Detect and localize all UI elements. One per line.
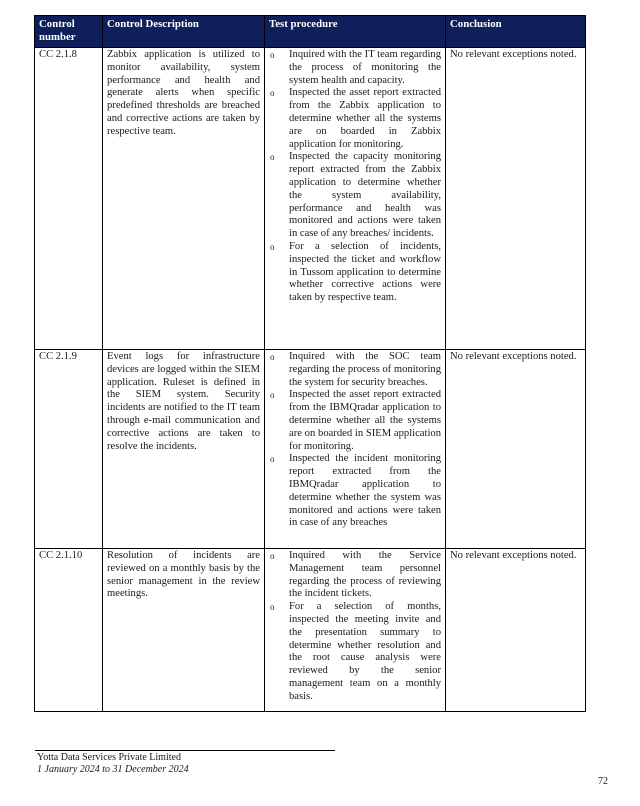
control-description-cell: Resolution of incidents are reviewed on a monthly basis by the senior management in the review meetings. <box>103 549 265 712</box>
table-row <box>35 350 586 549</box>
conclusion-cell: No relevant exceptions noted. <box>446 350 586 549</box>
page-number: 72 <box>598 776 608 787</box>
procedure-item: o Inquired with the SOC team regarding the process of monitoring the system for security breaches. <box>270 351 441 388</box>
table-header-row <box>35 16 586 48</box>
header-control-number: Control number <box>35 16 103 48</box>
footer-company-name: Yotta Data Services Private Limited <box>37 752 181 763</box>
procedure-item: o Inquired with the IT team regarding the process of monitoring the system health and capacity. <box>270 49 441 86</box>
header-test-procedure: Test procedure <box>265 16 446 48</box>
conclusion-cell: No relevant exceptions noted. <box>446 549 586 712</box>
hollow-bullet-icon: o <box>270 50 275 60</box>
footer-divider <box>35 750 335 751</box>
table-row <box>35 549 586 712</box>
control-description-cell: Event logs for infrastructure devices are logged within the SIEM application. Ruleset is defined in the SIEM system. Security incidents are notified to the IT team through e-mail communication and corrective actions are taken to resolve the incidents. <box>103 350 265 549</box>
hollow-bullet-icon: o <box>270 390 275 401</box>
hollow-bullet-icon: o <box>270 352 275 362</box>
hollow-bullet-icon: o <box>270 241 275 252</box>
hollow-bullet-icon: o <box>270 454 275 465</box>
hollow-bullet-icon: o <box>270 602 275 613</box>
procedure-item: o Inspected the incident monitoring report extracted from the IBMQradar application to determine whether the system was monitored and actions were taken in case of any breaches <box>270 453 441 529</box>
header-control-description: Control Description <box>103 16 265 48</box>
hollow-bullet-icon: o <box>270 152 275 163</box>
procedure-item: o For a selection of incidents, inspected the ticket and workflow in Tussom application to determine whether corrective actions were taken by respective team. <box>270 240 441 304</box>
procedure-list <box>269 49 441 305</box>
test-procedure-cell <box>265 48 446 350</box>
procedure-list <box>269 351 441 530</box>
control-description-cell: Zabbix application is utilized to monitor availability, system performance and health and generate alerts when specific predefined thresholds are breached and corrective actions are taken by respective team. <box>103 48 265 350</box>
test-procedure-cell <box>265 549 446 712</box>
procedure-item: o Inspected the asset report extracted from the Zabbix application to determine whether all the systems are on boarded in Zabbix application for monitoring. <box>270 87 441 150</box>
hollow-bullet-icon: o <box>270 88 275 99</box>
procedure-item: o Inspected the asset report extracted from the IBMQradar application to determine whether all the systems are on boarded in SIEM application for monitoring. <box>270 389 441 452</box>
controls-table <box>34 15 586 712</box>
conclusion-cell: No relevant exceptions noted. <box>446 48 586 350</box>
test-procedure-cell <box>265 350 446 549</box>
procedure-item: o Inspected the capacity monitoring report extracted from the Zabbix application to determine whether the system availability, performance and health was monitored and actions were taken in case of any breaches/ incidents. <box>270 151 441 240</box>
hollow-bullet-icon: o <box>270 551 275 561</box>
table-row <box>35 48 586 350</box>
control-number-cell: CC 2.1.8 <box>35 48 103 350</box>
procedure-item: o Inquired with the Service Management team personnel regarding the process of reviewing the incident tickets. <box>270 550 441 600</box>
control-number-cell: CC 2.1.9 <box>35 350 103 549</box>
control-number-cell: CC 2.1.10 <box>35 549 103 712</box>
header-conclusion: Conclusion <box>446 16 586 48</box>
procedure-list <box>269 550 441 704</box>
procedure-item: o For a selection of months, inspected the meeting invite and the presentation summary to determine whether resolution and the root cause analysis were reviewed by the senior management team on a monthly basis. <box>270 601 441 702</box>
footer-report-period: 1 January 2024 to 31 December 2024 <box>37 764 189 775</box>
